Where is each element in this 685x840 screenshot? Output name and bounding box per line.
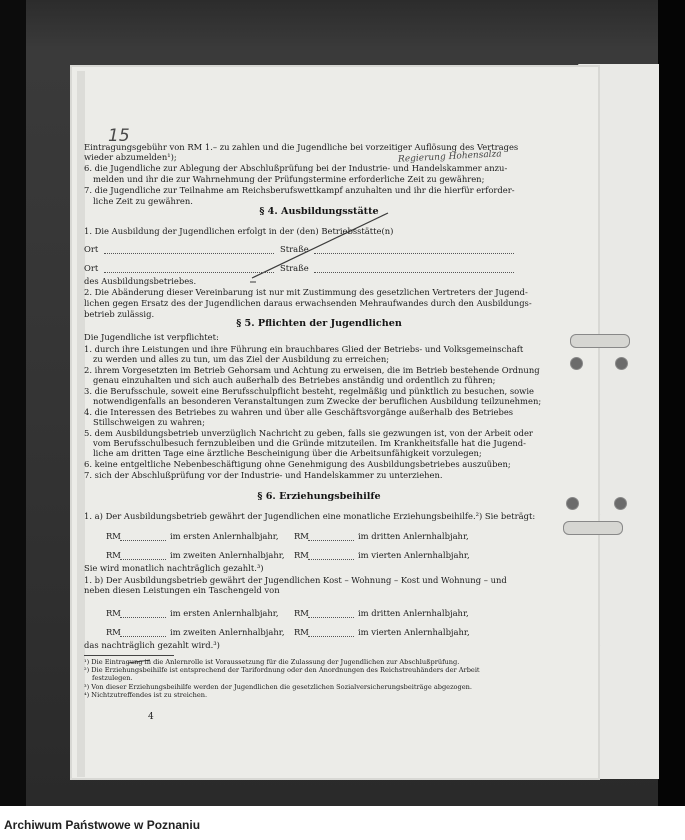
text-line: das nachträglich gezahlt wird.³) bbox=[84, 640, 220, 650]
text-line: Straße bbox=[280, 263, 309, 273]
fill-in-blank bbox=[314, 264, 514, 273]
fill-in-blank bbox=[120, 628, 166, 637]
text-line: im dritten Anlernhalbjahr, bbox=[358, 608, 469, 618]
text-line: 6. die Jugendliche zur Ablegung der Abschlußprüfung bei der Industrie- und Handelskammer anzu- bbox=[84, 163, 508, 173]
text-line: melden und ihr die zur Wahrnehmung der Prüfungstermine erforderliche Zeit zu gewähren; bbox=[93, 174, 485, 184]
text-line: RM bbox=[106, 531, 121, 541]
fill-in-blank bbox=[308, 609, 354, 618]
archive-name: Archiwum Państwowe w Poznaniu bbox=[4, 818, 201, 832]
fill-in-blank bbox=[120, 609, 166, 618]
text-line: 3. die Berufsschule, soweit eine Berufsschulpflicht besteht, regelmäßig und pünktlich zu besuchen, sowie bbox=[84, 386, 534, 396]
section-heading: § 6. Erziehungsbeihilfe bbox=[257, 491, 381, 502]
pencil-number: 15 bbox=[108, 126, 130, 146]
fill-in-blank bbox=[308, 628, 354, 637]
text-line: im zweiten Anlernhalbjahr, bbox=[170, 627, 285, 637]
text-line: 5. dem Ausbildungsbetrieb unverzüglich Nachricht zu geben, falls sie gezwungen ist, von der Arbeit oder bbox=[84, 428, 533, 438]
text-line: wieder abzumelden¹); bbox=[84, 152, 177, 162]
text-line: liche am dritten Tage eine ärztliche Bescheinigung über die Arbeitsunfähigkeit vorzulegen; bbox=[93, 448, 482, 458]
text-line: RM bbox=[294, 627, 309, 637]
text-line: 1. b) Der Ausbildungsbetrieb gewährt der Jugendlichen Kost – Wohnung – Kost und Wohnung – und bbox=[84, 575, 507, 585]
fill-in-blank bbox=[120, 551, 166, 560]
text-line: notwendigenfalls an besonderen Veranstaltungen zum Zwecke der beruflichen Ausbildung teilzunehmen; bbox=[93, 396, 542, 406]
text-line: zu werden und alles zu tun, um das Ziel der Ausbildung zu erreichen; bbox=[93, 354, 390, 364]
footnote: festzulegen. bbox=[92, 674, 133, 682]
text-line: liche Zeit zu gewähren. bbox=[93, 196, 193, 206]
fill-in-blank bbox=[120, 532, 166, 541]
text-line: lichen gegen Ersatz des der Jugendlichen daraus erwachsenden Mehraufwandes durch den Ausbildungs- bbox=[84, 298, 532, 308]
text-line: im ersten Anlernhalbjahr, bbox=[170, 608, 279, 618]
page-number: 4 bbox=[148, 712, 154, 722]
fill-in-blank bbox=[308, 532, 354, 541]
fill-in-blank bbox=[308, 551, 354, 560]
text-line: im zweiten Anlernhalbjahr, bbox=[170, 550, 285, 560]
text-line: 2. Die Abänderung dieser Vereinbarung ist nur mit Zustimmung des gesetzlichen Vertreters der Jugend- bbox=[84, 287, 528, 297]
text-line: betrieb zulässig. bbox=[84, 309, 155, 319]
text-line: genau einzuhalten und sich auch außerhalb des Betriebes anständig und ordentlich zu führen; bbox=[93, 375, 496, 385]
text-line: 1. a) Der Ausbildungsbetrieb gewährt der Jugendlichen eine monatliche Erziehungsbeihilfe.²) Sie beträgt: bbox=[84, 511, 536, 521]
text-line: Straße bbox=[280, 244, 309, 254]
text-line: des Ausbildungsbetriebes. bbox=[84, 276, 197, 286]
handwritten-note: Regierung Hohensalza bbox=[397, 149, 502, 165]
text-line: 4. die Interessen des Betriebes zu wahren und über alle Geschäftsvorgänge außerhalb des Betriebes bbox=[84, 407, 514, 417]
text-line: im vierten Anlernhalbjahr, bbox=[358, 550, 470, 560]
text-line: neben diesen Leistungen ein Taschengeld von bbox=[84, 585, 280, 595]
footnote: ²) Die Erziehungsbeihilfe ist entsprechend der Tarifordnung oder den Anordnungen des Reichstreuhänders der Arbeit bbox=[84, 666, 480, 674]
text-line: Sie wird monatlich nachträglich gezahlt.³) bbox=[84, 563, 264, 573]
footnote: ⁴) Nichtzutreffendes ist zu streichen. bbox=[84, 691, 208, 699]
text-line: Stillschweigen zu wahren; bbox=[93, 417, 205, 427]
text-line: im ersten Anlernhalbjahr, bbox=[170, 531, 279, 541]
text-line: Ort bbox=[84, 244, 99, 254]
text-line: Eintragungsgebühr von RM 1.– zu zahlen und die Jugendliche bei vorzeitiger Auflösung des Vertrages bbox=[84, 142, 519, 152]
text-line: RM bbox=[106, 627, 121, 637]
text-line: RM bbox=[106, 550, 121, 560]
text-line: 7. die Jugendliche zur Teilnahme am Reichsberufswettkampf anzuhalten und ihr die hierfür erforder- bbox=[84, 185, 515, 195]
text-line: 6. keine entgeltliche Nebenbeschäftigung ohne Genehmigung des Ausbildungsbetriebes auszuüben; bbox=[84, 459, 511, 469]
document-text bbox=[84, 70, 554, 770]
text-line: 2. ihrem Vorgesetzten im Betrieb Gehorsam und Achtung zu erweisen, die im Betrieb bestehende Ordnung bbox=[84, 365, 540, 375]
text-line: 7. sich der Abschlußprüfung vor der Industrie- und Handelskammer zu unterziehen. bbox=[84, 470, 443, 480]
footnote: ¹) Die Eintragung in die Anlernrolle ist Voraussetzung für die Zulassung der Jugendlichen zur Abschlußprüfung. bbox=[84, 658, 460, 666]
footnote: ³) Von dieser Erziehungsbeihilfe werden der Jugendlichen die gesetzlichen Sozialversicherungsbeiträge abgezogen. bbox=[84, 683, 472, 691]
text-line: RM bbox=[294, 608, 309, 618]
section-heading: § 4. Ausbildungsstätte bbox=[259, 206, 379, 217]
text-line: RM bbox=[294, 531, 309, 541]
fill-in-blank bbox=[104, 245, 274, 254]
text-line: Ort bbox=[84, 263, 99, 273]
fill-in-blank bbox=[104, 264, 274, 273]
text-line: im vierten Anlernhalbjahr, bbox=[358, 627, 470, 637]
section-heading: § 5. Pflichten der Jugendlichen bbox=[236, 318, 402, 329]
text-line: im dritten Anlernhalbjahr, bbox=[358, 531, 469, 541]
text-line: 1. durch ihre Leistungen und ihre Führung ein brauchbares Glied der Betriebs- und Volksgemeinschaft bbox=[84, 344, 524, 354]
text-line: 1. Die Ausbildung der Jugendlichen erfolgt in der (den) Betriebsstätte(n) bbox=[84, 226, 394, 236]
text-line: Die Jugendliche ist verpflichtet: bbox=[84, 332, 219, 342]
text-line: RM bbox=[294, 550, 309, 560]
archive-footer bbox=[0, 806, 685, 840]
text-line: vom Berufsschulbesuch fernzubleiben und die Gründe mitzuteilen. Im Krankheitsfalle hat die Jugend- bbox=[93, 438, 526, 448]
footnote-rule bbox=[84, 655, 174, 656]
text-line: RM bbox=[106, 608, 121, 618]
fill-in-blank bbox=[314, 245, 514, 254]
